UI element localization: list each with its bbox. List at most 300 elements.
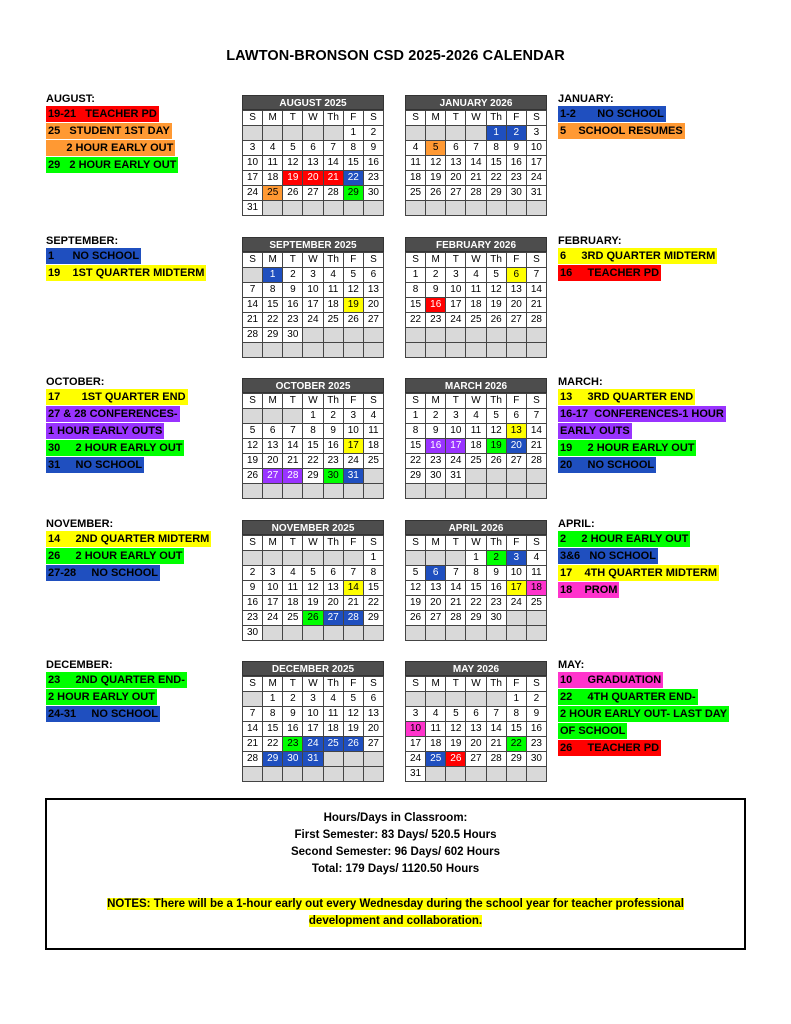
day-cell: 17 bbox=[406, 737, 426, 752]
day-cell: 4 bbox=[406, 141, 426, 156]
day-cell: 29 bbox=[507, 752, 527, 767]
legend-item-text: 26 TEACHER PD bbox=[560, 742, 660, 754]
empty-cell bbox=[303, 126, 323, 141]
day-cell: 1 bbox=[303, 409, 323, 424]
empty-cell bbox=[283, 201, 303, 216]
day-cell: 22 bbox=[263, 313, 283, 328]
legend-item bbox=[558, 423, 726, 440]
day-cell: 25 bbox=[406, 186, 426, 201]
weekday-label: Th bbox=[324, 677, 344, 692]
day-cell: 15 bbox=[487, 156, 507, 171]
day-cell: 16 bbox=[426, 439, 446, 454]
day-cell: 13 bbox=[446, 156, 466, 171]
day-cell: 19 bbox=[243, 454, 263, 469]
day-cell: 25 bbox=[263, 186, 283, 201]
legend-item-text: 16-17 CONFERENCES-1 HOUR bbox=[560, 408, 724, 420]
day-cell: 10 bbox=[303, 283, 323, 298]
empty-cell bbox=[364, 484, 384, 499]
month-grid bbox=[242, 393, 384, 499]
day-cell: 7 bbox=[466, 141, 486, 156]
empty-cell bbox=[243, 551, 263, 566]
day-cell: 12 bbox=[487, 424, 507, 439]
day-cell: 10 bbox=[243, 156, 263, 171]
day-cell: 11 bbox=[263, 156, 283, 171]
day-cell: 25 bbox=[324, 313, 344, 328]
weekday-label: W bbox=[303, 111, 323, 126]
legend-item-text: 31 NO SCHOOL bbox=[48, 459, 143, 471]
legend-item-text: 2 HOUR EARLY OUT bbox=[48, 142, 174, 154]
empty-cell bbox=[527, 484, 547, 499]
day-cell: 25 bbox=[466, 454, 486, 469]
summary-notes bbox=[47, 896, 744, 930]
day-cell: 14 bbox=[243, 298, 263, 313]
empty-cell bbox=[283, 767, 303, 782]
weekday-label: Th bbox=[324, 394, 344, 409]
day-cell: 19 bbox=[446, 737, 466, 752]
empty-cell bbox=[426, 328, 446, 343]
day-cell: 17 bbox=[446, 439, 466, 454]
empty-cell bbox=[446, 551, 466, 566]
empty-cell bbox=[527, 611, 547, 626]
weekday-label: T bbox=[446, 111, 466, 126]
weekday-label: T bbox=[283, 536, 303, 551]
day-cell: 8 bbox=[466, 566, 486, 581]
empty-cell bbox=[507, 626, 527, 641]
day-cell: 1 bbox=[466, 551, 486, 566]
empty-cell bbox=[507, 201, 527, 216]
day-cell: 5 bbox=[303, 566, 323, 581]
day-cell: 13 bbox=[507, 424, 527, 439]
day-cell: 27 bbox=[364, 737, 384, 752]
day-cell: 5 bbox=[283, 141, 303, 156]
weekday-label: S bbox=[527, 536, 547, 551]
legend-october bbox=[46, 375, 188, 474]
day-cell: 19 bbox=[406, 596, 426, 611]
day-cell: 23 bbox=[324, 454, 344, 469]
legend-item-text: 30 2 HOUR EARLY OUT bbox=[48, 442, 183, 454]
legend-august bbox=[46, 92, 178, 174]
day-cell: 16 bbox=[507, 156, 527, 171]
legend-heading: SEPTEMBER: bbox=[46, 235, 119, 247]
legend-item bbox=[46, 672, 187, 689]
calendar-november-2025 bbox=[242, 520, 384, 641]
empty-cell bbox=[507, 343, 527, 358]
day-cell: 4 bbox=[364, 409, 384, 424]
legend-item-text: 19 2 HOUR EARLY OUT bbox=[560, 442, 695, 454]
weekday-label: S bbox=[243, 677, 263, 692]
empty-cell bbox=[303, 484, 323, 499]
day-cell: 10 bbox=[263, 581, 283, 596]
empty-cell bbox=[324, 767, 344, 782]
day-cell: 26 bbox=[487, 454, 507, 469]
legend-february bbox=[558, 234, 717, 282]
day-cell: 7 bbox=[527, 268, 547, 283]
day-cell: 14 bbox=[283, 439, 303, 454]
empty-cell bbox=[426, 201, 446, 216]
day-cell: 21 bbox=[446, 596, 466, 611]
weekday-label: Th bbox=[487, 394, 507, 409]
empty-cell bbox=[263, 484, 283, 499]
weekday-label: F bbox=[507, 394, 527, 409]
empty-cell bbox=[303, 626, 323, 641]
day-cell: 29 bbox=[364, 611, 384, 626]
day-cell: 6 bbox=[507, 409, 527, 424]
empty-cell bbox=[507, 611, 527, 626]
weekday-label: F bbox=[344, 536, 364, 551]
legend-item-text: 16 TEACHER PD bbox=[560, 267, 660, 279]
legend-item bbox=[558, 582, 719, 599]
day-cell: 13 bbox=[263, 439, 283, 454]
day-cell: 23 bbox=[527, 737, 547, 752]
legend-item bbox=[46, 440, 188, 457]
weekday-label: W bbox=[303, 253, 323, 268]
day-cell: 6 bbox=[426, 566, 446, 581]
day-cell: 11 bbox=[426, 722, 446, 737]
day-cell: 9 bbox=[283, 283, 303, 298]
day-cell: 9 bbox=[426, 283, 446, 298]
day-cell: 14 bbox=[446, 581, 466, 596]
legend-item-text: 3&6 NO SCHOOL bbox=[560, 550, 656, 562]
day-cell: 4 bbox=[263, 141, 283, 156]
day-cell: 21 bbox=[243, 313, 263, 328]
day-cell: 13 bbox=[426, 581, 446, 596]
empty-cell bbox=[466, 626, 486, 641]
empty-cell bbox=[364, 469, 384, 484]
day-cell: 7 bbox=[446, 566, 466, 581]
empty-cell bbox=[487, 626, 507, 641]
empty-cell bbox=[446, 328, 466, 343]
day-cell: 21 bbox=[243, 737, 263, 752]
empty-cell bbox=[243, 343, 263, 358]
day-cell: 13 bbox=[303, 156, 323, 171]
empty-cell bbox=[344, 551, 364, 566]
legend-item bbox=[558, 689, 729, 706]
empty-cell bbox=[263, 626, 283, 641]
day-cell: 16 bbox=[283, 298, 303, 313]
empty-cell bbox=[303, 343, 323, 358]
day-cell: 24 bbox=[303, 313, 323, 328]
summary-second-semester: Second Semester: 96 Days/ 602 Hours bbox=[290, 846, 501, 858]
weekday-label: S bbox=[527, 677, 547, 692]
day-cell: 13 bbox=[364, 283, 384, 298]
day-cell: 13 bbox=[364, 707, 384, 722]
day-cell: 30 bbox=[283, 328, 303, 343]
weekday-label: Th bbox=[487, 536, 507, 551]
day-cell: 9 bbox=[364, 141, 384, 156]
day-cell: 15 bbox=[263, 298, 283, 313]
month-header: MARCH 2026 bbox=[405, 378, 547, 393]
weekday-label: T bbox=[283, 394, 303, 409]
day-cell: 7 bbox=[283, 424, 303, 439]
empty-cell bbox=[527, 767, 547, 782]
day-cell: 23 bbox=[364, 171, 384, 186]
day-cell: 17 bbox=[243, 171, 263, 186]
empty-cell bbox=[344, 767, 364, 782]
day-cell: 8 bbox=[507, 707, 527, 722]
day-cell: 3 bbox=[303, 268, 323, 283]
day-cell: 29 bbox=[487, 186, 507, 201]
empty-cell bbox=[426, 626, 446, 641]
day-cell: 28 bbox=[487, 752, 507, 767]
empty-cell bbox=[426, 692, 446, 707]
day-cell: 28 bbox=[344, 611, 364, 626]
empty-cell bbox=[303, 201, 323, 216]
month-grid bbox=[405, 393, 547, 499]
month-header: NOVEMBER 2025 bbox=[242, 520, 384, 535]
empty-cell bbox=[466, 201, 486, 216]
day-cell: 20 bbox=[324, 596, 344, 611]
empty-cell bbox=[487, 201, 507, 216]
weekday-label: F bbox=[344, 677, 364, 692]
legend-item-text: 1 HOUR EARLY OUTS bbox=[48, 425, 163, 437]
empty-cell bbox=[406, 126, 426, 141]
day-cell: 19 bbox=[426, 171, 446, 186]
weekday-label: Th bbox=[324, 111, 344, 126]
legend-item-text: 2 HOUR EARLY OUT bbox=[48, 691, 155, 703]
legend-item bbox=[558, 106, 685, 123]
empty-cell bbox=[446, 626, 466, 641]
day-cell: 22 bbox=[303, 454, 323, 469]
weekday-label: T bbox=[446, 253, 466, 268]
day-cell: 4 bbox=[527, 551, 547, 566]
empty-cell bbox=[344, 484, 364, 499]
legend-item bbox=[46, 706, 187, 723]
legend-item-text: 17 4TH QUARTER MIDTERM bbox=[560, 567, 718, 579]
day-cell: 7 bbox=[243, 283, 263, 298]
day-cell: 22 bbox=[344, 171, 364, 186]
day-cell: 9 bbox=[487, 566, 507, 581]
month-header: DECEMBER 2025 bbox=[242, 661, 384, 676]
weekday-label: S bbox=[527, 394, 547, 409]
weekday-label: S bbox=[406, 253, 426, 268]
day-cell: 3 bbox=[507, 551, 527, 566]
day-cell: 3 bbox=[344, 409, 364, 424]
day-cell: 16 bbox=[426, 298, 446, 313]
empty-cell bbox=[283, 343, 303, 358]
day-cell: 1 bbox=[344, 126, 364, 141]
empty-cell bbox=[406, 328, 426, 343]
day-cell: 3 bbox=[446, 268, 466, 283]
empty-cell bbox=[487, 692, 507, 707]
weekday-label: S bbox=[243, 111, 263, 126]
empty-cell bbox=[344, 626, 364, 641]
empty-cell bbox=[487, 469, 507, 484]
day-cell: 1 bbox=[263, 692, 283, 707]
calendar-may-2026 bbox=[405, 661, 547, 782]
weekday-label: S bbox=[406, 111, 426, 126]
day-cell: 24 bbox=[507, 596, 527, 611]
empty-cell bbox=[426, 484, 446, 499]
month-header: OCTOBER 2025 bbox=[242, 378, 384, 393]
day-cell: 29 bbox=[344, 186, 364, 201]
day-cell: 6 bbox=[303, 141, 323, 156]
day-cell: 24 bbox=[527, 171, 547, 186]
day-cell: 29 bbox=[466, 611, 486, 626]
day-cell: 12 bbox=[283, 156, 303, 171]
day-cell: 8 bbox=[406, 424, 426, 439]
month-header: FEBRUARY 2026 bbox=[405, 237, 547, 252]
day-cell: 22 bbox=[406, 313, 426, 328]
day-cell: 4 bbox=[466, 268, 486, 283]
day-cell: 20 bbox=[507, 439, 527, 454]
empty-cell bbox=[263, 767, 283, 782]
empty-cell bbox=[324, 343, 344, 358]
day-cell: 21 bbox=[324, 171, 344, 186]
day-cell: 27 bbox=[324, 611, 344, 626]
empty-cell bbox=[487, 767, 507, 782]
day-cell: 20 bbox=[446, 171, 466, 186]
day-cell: 8 bbox=[487, 141, 507, 156]
day-cell: 24 bbox=[243, 186, 263, 201]
empty-cell bbox=[263, 551, 283, 566]
empty-cell bbox=[507, 328, 527, 343]
day-cell: 5 bbox=[487, 268, 507, 283]
empty-cell bbox=[324, 201, 344, 216]
day-cell: 11 bbox=[466, 424, 486, 439]
day-cell: 21 bbox=[527, 298, 547, 313]
empty-cell bbox=[507, 767, 527, 782]
day-cell: 31 bbox=[446, 469, 466, 484]
weekday-label: S bbox=[527, 253, 547, 268]
day-cell: 29 bbox=[406, 469, 426, 484]
day-cell: 20 bbox=[466, 737, 486, 752]
legend-item bbox=[46, 548, 211, 565]
weekday-label: S bbox=[527, 111, 547, 126]
weekday-label: T bbox=[283, 677, 303, 692]
day-cell: 13 bbox=[466, 722, 486, 737]
day-cell: 20 bbox=[303, 171, 323, 186]
legend-item-text: 19-21 TEACHER PD bbox=[48, 108, 157, 120]
day-cell: 20 bbox=[364, 722, 384, 737]
day-cell: 26 bbox=[243, 469, 263, 484]
day-cell: 10 bbox=[344, 424, 364, 439]
month-grid bbox=[405, 110, 547, 216]
day-cell: 19 bbox=[344, 722, 364, 737]
empty-cell bbox=[263, 409, 283, 424]
day-cell: 24 bbox=[344, 454, 364, 469]
empty-cell bbox=[426, 551, 446, 566]
day-cell: 12 bbox=[303, 581, 323, 596]
day-cell: 14 bbox=[527, 283, 547, 298]
day-cell: 12 bbox=[344, 707, 364, 722]
day-cell: 13 bbox=[324, 581, 344, 596]
empty-cell bbox=[364, 767, 384, 782]
day-cell: 2 bbox=[324, 409, 344, 424]
weekday-label: S bbox=[364, 394, 384, 409]
day-cell: 4 bbox=[283, 566, 303, 581]
day-cell: 17 bbox=[263, 596, 283, 611]
empty-cell bbox=[283, 551, 303, 566]
legend-item bbox=[46, 157, 178, 174]
empty-cell bbox=[466, 767, 486, 782]
calendar-december-2025 bbox=[242, 661, 384, 782]
legend-april bbox=[558, 517, 719, 599]
day-cell: 12 bbox=[487, 283, 507, 298]
day-cell: 4 bbox=[324, 268, 344, 283]
day-cell: 23 bbox=[283, 737, 303, 752]
empty-cell bbox=[527, 626, 547, 641]
legend-item bbox=[46, 689, 187, 706]
day-cell: 21 bbox=[527, 439, 547, 454]
day-cell: 1 bbox=[487, 126, 507, 141]
day-cell: 14 bbox=[324, 156, 344, 171]
day-cell: 12 bbox=[243, 439, 263, 454]
day-cell: 28 bbox=[466, 186, 486, 201]
legend-heading: OCTOBER: bbox=[46, 376, 105, 388]
day-cell: 15 bbox=[263, 722, 283, 737]
day-cell: 16 bbox=[243, 596, 263, 611]
empty-cell bbox=[344, 343, 364, 358]
day-cell: 21 bbox=[283, 454, 303, 469]
empty-cell bbox=[364, 343, 384, 358]
empty-cell bbox=[446, 126, 466, 141]
day-cell: 30 bbox=[283, 752, 303, 767]
day-cell: 25 bbox=[527, 596, 547, 611]
empty-cell bbox=[466, 484, 486, 499]
legend-item-text: 24-31 NO SCHOOL bbox=[48, 708, 159, 720]
day-cell: 3 bbox=[303, 692, 323, 707]
day-cell: 21 bbox=[487, 737, 507, 752]
day-cell: 30 bbox=[527, 752, 547, 767]
day-cell: 24 bbox=[406, 752, 426, 767]
day-cell: 20 bbox=[426, 596, 446, 611]
empty-cell bbox=[243, 484, 263, 499]
day-cell: 6 bbox=[263, 424, 283, 439]
month-grid bbox=[405, 676, 547, 782]
day-cell: 8 bbox=[364, 566, 384, 581]
day-cell: 8 bbox=[344, 141, 364, 156]
weekday-label: F bbox=[344, 253, 364, 268]
day-cell: 15 bbox=[406, 298, 426, 313]
day-cell: 18 bbox=[324, 722, 344, 737]
day-cell: 10 bbox=[446, 424, 466, 439]
empty-cell bbox=[344, 752, 364, 767]
day-cell: 7 bbox=[344, 566, 364, 581]
weekday-label: T bbox=[283, 111, 303, 126]
calendar-march-2026 bbox=[405, 378, 547, 499]
calendar-august-2025 bbox=[242, 95, 384, 216]
day-cell: 8 bbox=[406, 283, 426, 298]
empty-cell bbox=[406, 692, 426, 707]
legend-item-text: 18 PROM bbox=[560, 584, 618, 596]
day-cell: 20 bbox=[507, 298, 527, 313]
day-cell: 30 bbox=[426, 469, 446, 484]
day-cell: 14 bbox=[466, 156, 486, 171]
day-cell: 19 bbox=[344, 298, 364, 313]
summary-box bbox=[45, 798, 746, 950]
empty-cell bbox=[243, 268, 263, 283]
weekday-label: S bbox=[406, 536, 426, 551]
weekday-label: S bbox=[364, 536, 384, 551]
legend-item bbox=[558, 265, 717, 282]
day-cell: 25 bbox=[426, 752, 446, 767]
day-cell: 12 bbox=[344, 283, 364, 298]
legend-item bbox=[558, 123, 685, 140]
empty-cell bbox=[426, 767, 446, 782]
empty-cell bbox=[263, 201, 283, 216]
weekday-label: T bbox=[446, 677, 466, 692]
empty-cell bbox=[303, 328, 323, 343]
day-cell: 2 bbox=[364, 126, 384, 141]
weekday-label: S bbox=[364, 677, 384, 692]
legend-item-text: 26 2 HOUR EARLY OUT bbox=[48, 550, 183, 562]
day-cell: 11 bbox=[406, 156, 426, 171]
empty-cell bbox=[527, 328, 547, 343]
day-cell: 17 bbox=[303, 298, 323, 313]
empty-cell bbox=[446, 343, 466, 358]
day-cell: 15 bbox=[303, 439, 323, 454]
month-grid bbox=[242, 535, 384, 641]
